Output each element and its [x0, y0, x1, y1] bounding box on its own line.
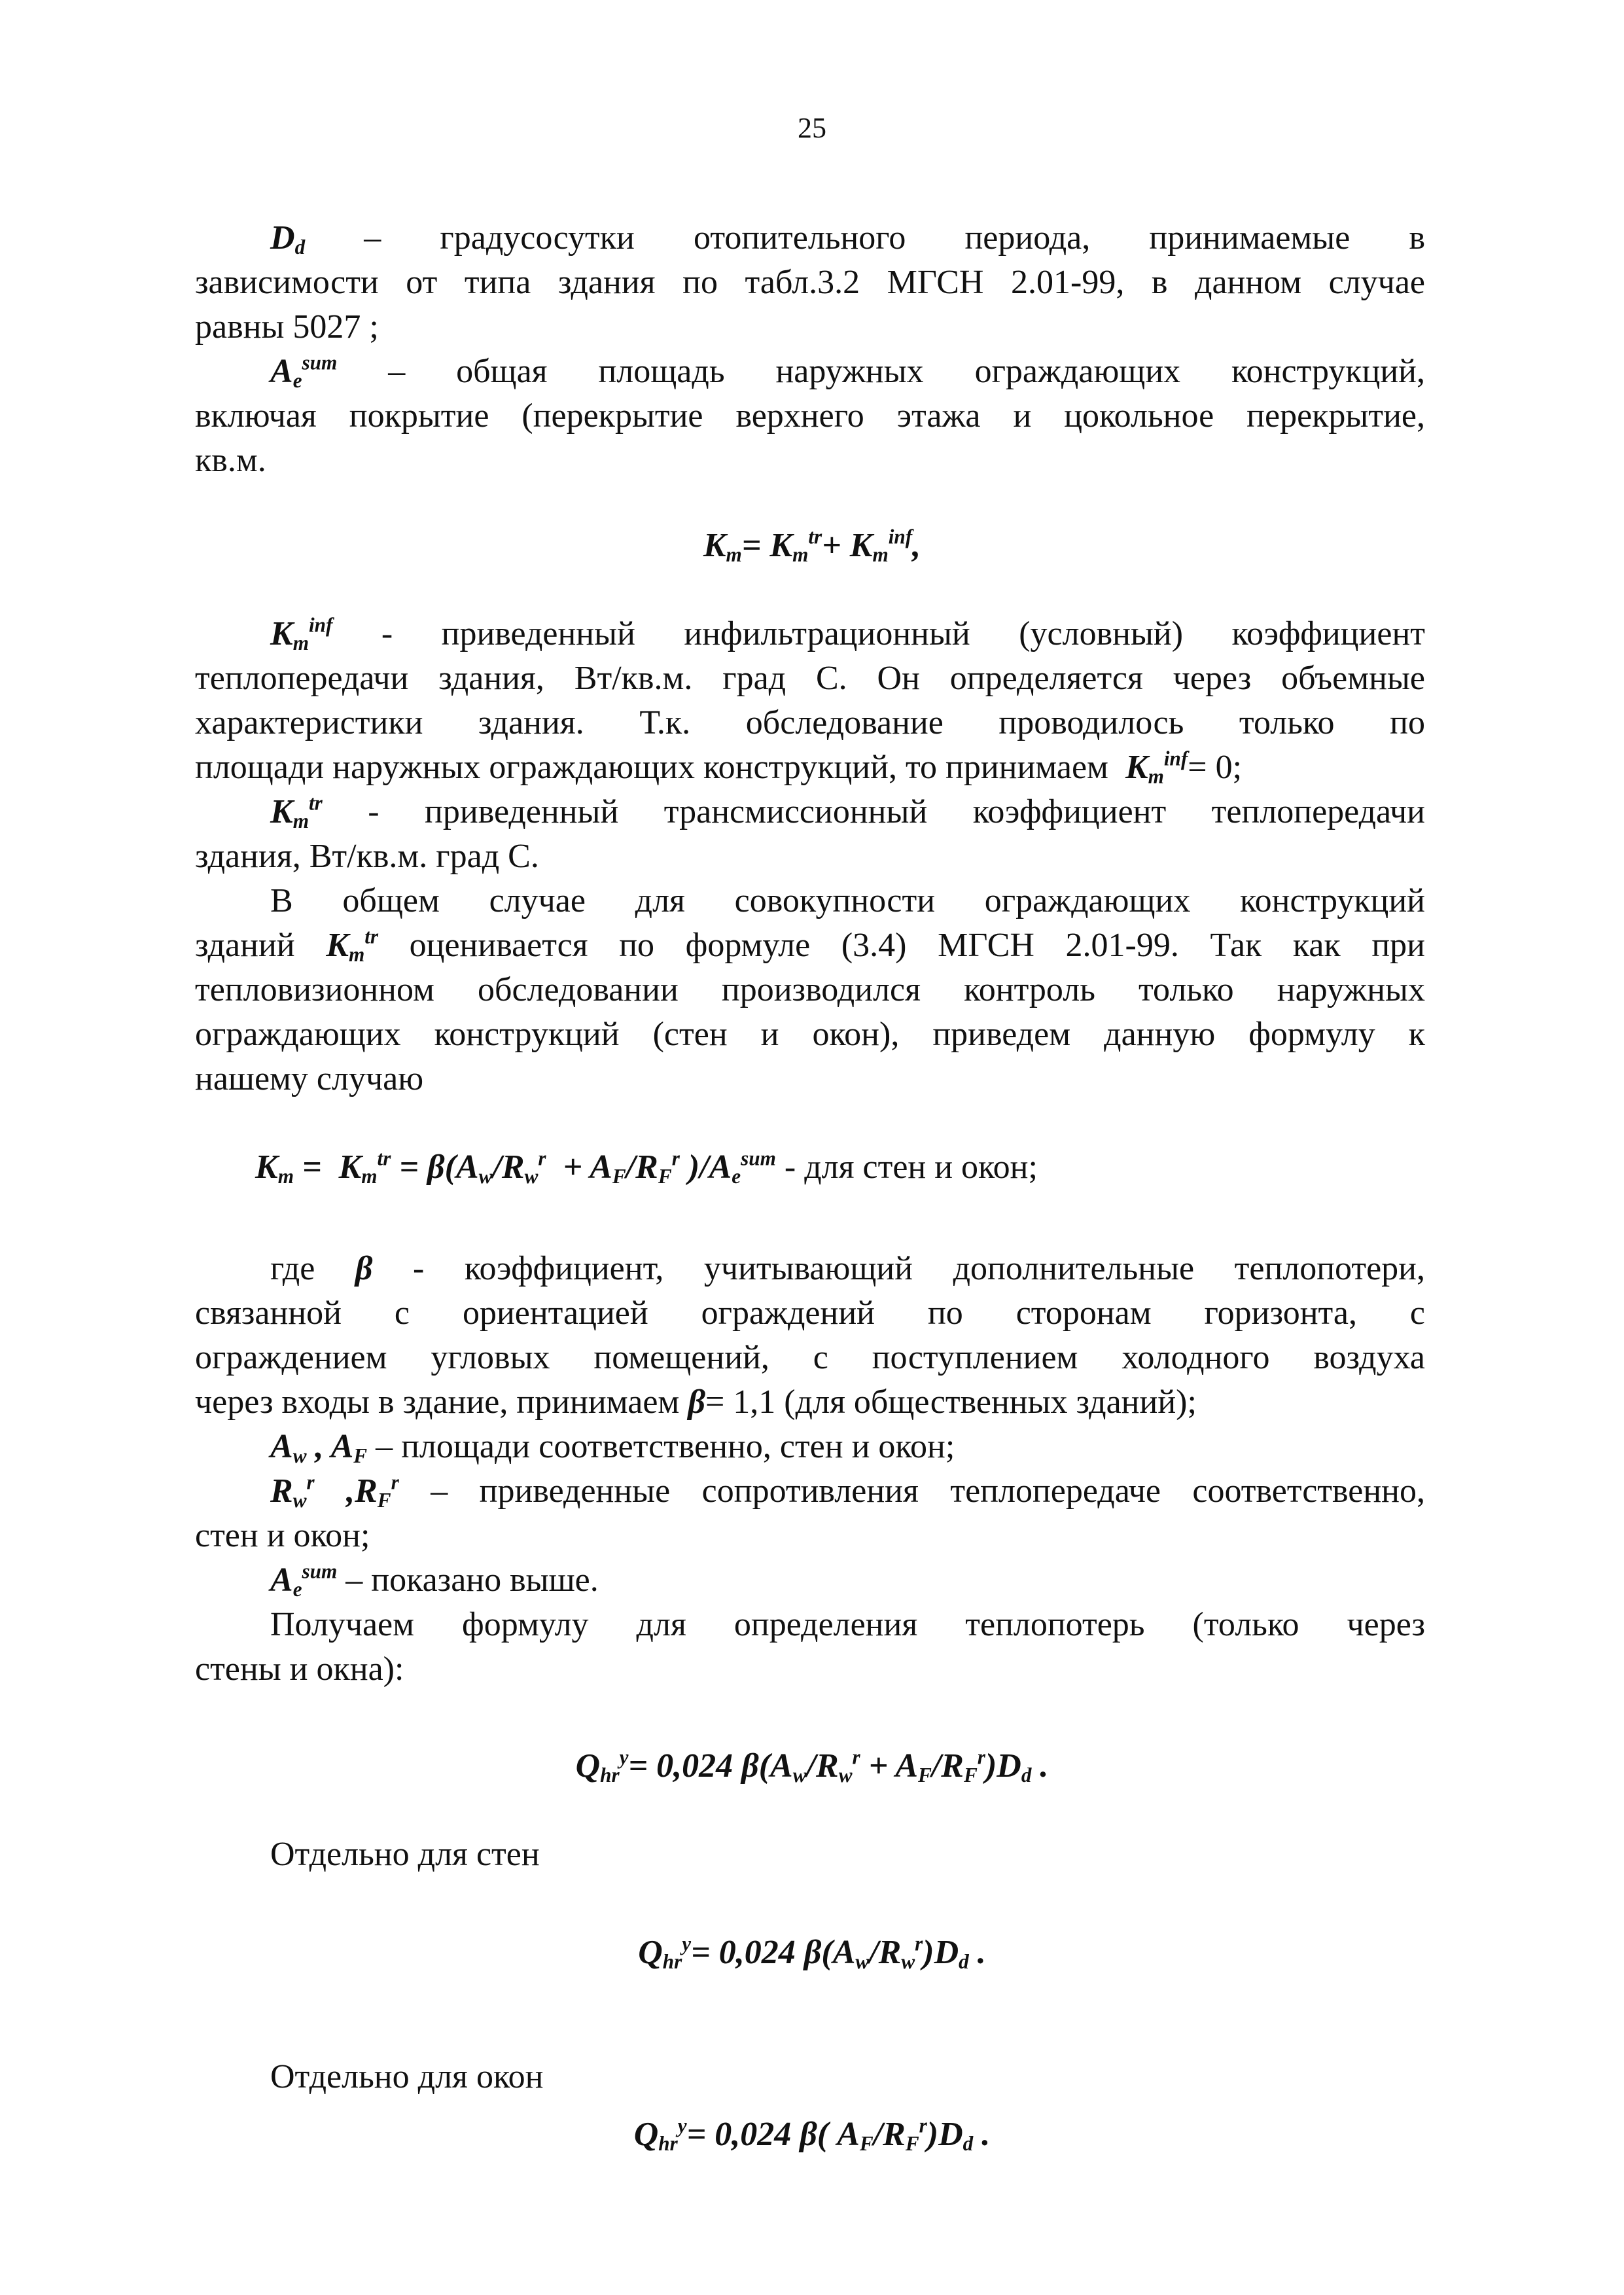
paragraph-aw-af — [270, 1425, 1425, 1469]
text: – градусосутки отопительного периода, принимаемые в — [364, 219, 1426, 257]
formula-km-walls-windows: $K_m = K_m^{tr} = \beta(A_w/R_w^r + A_F/R_F^r$ )$/A_e^{sum}$ - для стен и окон; — [255, 1147, 1038, 1188]
paragraph-ae-line-2: включая покрытие (перекрытие верхнего этажа и цокольное перекрытие, — [195, 397, 1425, 435]
text: - приведенный трансмиссионный коэффициент теплопередачи — [368, 793, 1426, 830]
text: - для стен и окон; — [784, 1148, 1038, 1186]
paragraph-kinf-line-1 — [270, 612, 1425, 656]
text: зданий — [195, 927, 295, 964]
symbol-ae-sum: $A_e^{sum}$ — [270, 1559, 338, 1601]
paragraph-ktr-line-1 — [270, 790, 1425, 834]
symbol-km-tr: $K_m^{tr}$ — [326, 925, 379, 966]
paragraph-general-line-2 — [195, 923, 1425, 968]
paragraph-general-line-3: тепловизионном обследовании производился контроль только наружных — [195, 971, 1425, 1008]
text: = 1,1 (для общественных зданий); — [705, 1383, 1197, 1421]
paragraph-get-line-1: Получаем формулу для определения теплопотерь (только через — [270, 1606, 1425, 1643]
text: – площади соответственно, стен и окон; — [376, 1428, 955, 1465]
label-walls: Отдельно для стен — [270, 1836, 540, 1873]
paragraph-general-line-5: нашему случаю — [195, 1060, 424, 1097]
paragraph-get-line-2: стены и окна): — [195, 1650, 404, 1688]
paragraph-kinf-line-4 — [195, 745, 1425, 790]
page-number: 25 — [798, 112, 826, 144]
symbol-beta: β — [688, 1383, 705, 1421]
symbol-km-inf: $K_m^{inf}$ — [1116, 747, 1188, 788]
paragraph-dd-line-3: равны 5027 ; — [195, 308, 379, 346]
formula-km: $K_m= K_m^{tr}+ K_m^{inf}$, — [703, 525, 921, 566]
paragraph-kinf-line-2: теплопередачи здания, Вт/кв.м. град С. Он определяется через объемные — [195, 660, 1425, 697]
paragraph-beta-line-3: ограждением угловых помещений, с поступлением холодного воздуха — [195, 1339, 1425, 1376]
paragraph-rw-rf-line-2: стен и окон; — [195, 1517, 370, 1554]
text: оценивается по формуле (3.4) МГСН 2.01-99. Так как при — [409, 927, 1426, 964]
paragraph-general-line-4: ограждающих конструкций (стен и окон), приведем данную формулу к — [195, 1016, 1425, 1053]
text: площади наружных ограждающих конструкций, то принимаем — [195, 749, 1108, 786]
paragraph-ae-line-3: кв.м. — [195, 442, 266, 479]
paragraph-beta-line-4 — [195, 1380, 1425, 1425]
paragraph-dd-line-1 — [270, 216, 1425, 260]
symbol-dd: $D_d$ — [270, 219, 306, 258]
paragraph-general-line-1: В общем случае для совокупности ограждающих конструкций — [270, 882, 1425, 919]
text: - приведенный инфильтрационный (условный) коэффициент — [381, 615, 1426, 652]
symbol-km-tr: $K_m^{tr}$ — [270, 791, 323, 832]
symbol-aw-af: $A_w$ , $A_F$ — [270, 1428, 368, 1467]
paragraph-ktr-line-2: здания, Вт/кв.м. град С. — [195, 838, 539, 875]
text: – общая площадь наружных ограждающих конструкций, — [388, 353, 1426, 390]
text: через входы в здание, принимаем — [195, 1383, 680, 1421]
symbol-beta: β — [355, 1250, 373, 1287]
paragraph-ae-line-1 — [270, 349, 1425, 394]
paragraph-dd-line-2: зависимости от типа здания по табл.3.2 МГСН 2.01-99, в данном случае — [195, 264, 1425, 301]
paragraph-kinf-line-3: характеристики здания. Т.к. обследование проводилось только по — [195, 704, 1425, 741]
symbol-ae-sum: $A_e^{sum}$ — [270, 351, 338, 392]
label-windows: Отдельно для окон — [270, 2058, 544, 2095]
text: где — [270, 1250, 315, 1287]
paragraph-beta-line-1 — [270, 1247, 1425, 1291]
text: - коэффициент, учитывающий дополнительные теплопотери, — [412, 1250, 1425, 1287]
symbol-km-inf: $K_m^{inf}$ — [270, 613, 333, 654]
paragraph-beta-line-2: связанной с ориентацией ограждений по сторонам горизонта, с — [195, 1294, 1425, 1332]
symbol-rw-rf: $R_w^r$ $,R_F^r$ — [270, 1470, 399, 1512]
formula-qhr-walls: $Q_{hr}^y= 0,024$ $\beta(A_w/R_w^r)D_d$ . — [638, 1932, 986, 1973]
text: – приведенные сопротивления теплопередаче соответственно, — [431, 1472, 1425, 1510]
formula-qhr-windows: $Q_{hr}^y= 0,024$ β( $A_F/R_F^r)D_d$ . — [633, 2114, 991, 2155]
paragraph-rw-rf-line-1 — [270, 1469, 1425, 1514]
paragraph-ae-sum — [270, 1558, 1425, 1603]
text: = 0; — [1188, 749, 1243, 786]
formula-qhr-total: $Q_{hr}^y= 0,024$ $\beta(A_w/R_w^r + A_F/R_F^r)D_d$ . — [575, 1745, 1049, 1787]
text: – показано выше. — [345, 1561, 599, 1599]
